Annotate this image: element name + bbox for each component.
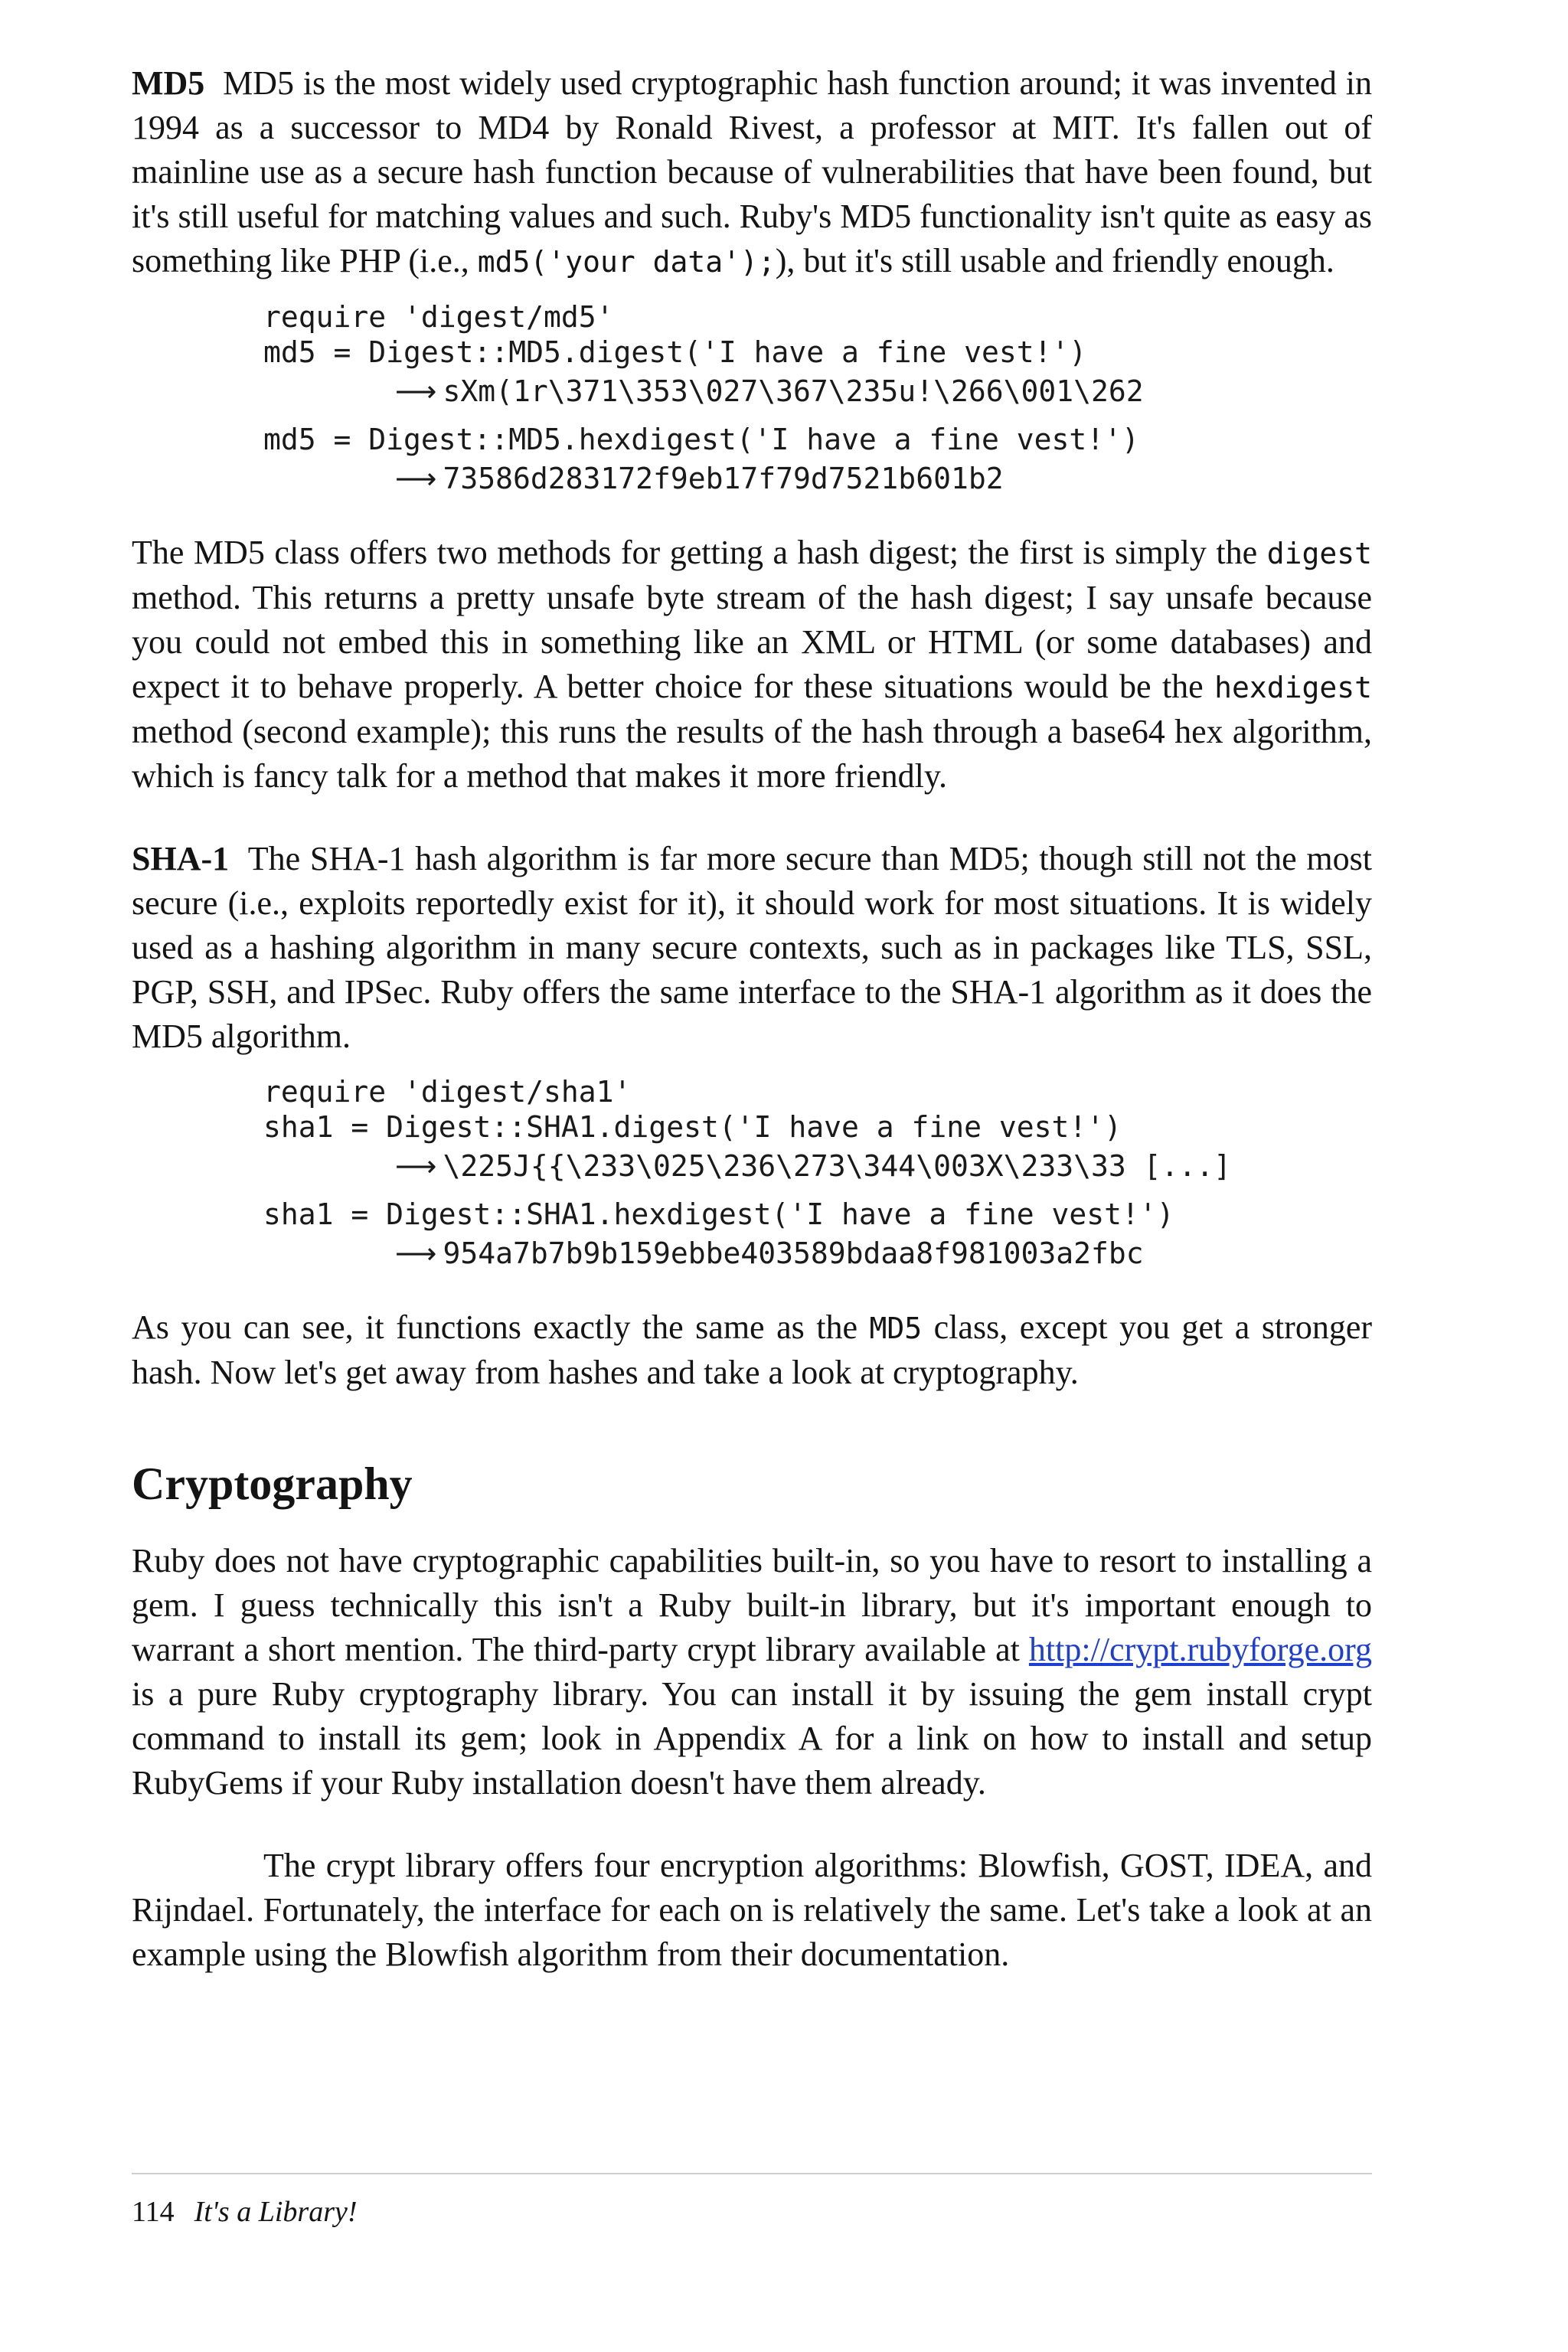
md5-lead-term: MD5 — [132, 64, 205, 102]
code-result — [263, 370, 1372, 413]
crypt-library-paragraph: The crypt library offers four encryption algorithms: Blowfish, GOST, IDEA, and Rijndael. Fortunately, the interface for each on is relatively the same. Let's take a look at an example using the Blowfish algorithm from their documentation. — [132, 1847, 1372, 1973]
md5-text-part: MD5 is the most widely used cryptographic hash function around; it was invented in 1994 as a successor to MD4 by Ronald Rivest, a professor at MIT. It's fallen out of mainline use as a secure hash function because of vulnerabilities that have been found, but it's still useful for matching values and such. Ruby's MD5 functionality isn't quite as easy as something like PHP (i.e., — [132, 64, 1373, 279]
result-arrow-icon: ⟶ — [395, 1236, 437, 1270]
cryptography-heading: Cryptography — [132, 1459, 413, 1509]
hexdigest-inline-code: hexdigest — [1214, 671, 1372, 704]
code-line: require 'digest/sha1' — [263, 1075, 632, 1109]
sha1-paragraph — [132, 837, 1372, 1059]
result-arrow-icon: ⟶ — [395, 462, 437, 495]
md5-methods-paragraph — [132, 531, 1372, 799]
chapter-title: It's a Library! — [194, 2196, 358, 2228]
sha1-text: The SHA-1 hash algorithm is far more secure than MD5; though still not the most secure (i.e., exploits reportedly exist for it), it should work for most situations. It is widely used as a hashing algorithm in many secure contexts, such as in packages like TLS, SSL, PGP, SSH, and IPSec. Ruby offers the same interface to the SHA-1 algorithm as it does the MD5 algorithm. — [132, 840, 1372, 1055]
result-arrow-icon: ⟶ — [395, 1149, 437, 1183]
code-result — [263, 1232, 1372, 1275]
text-part: method (second example); this runs the results of the hash through a base64 hex algorithm, which is fancy talk for a method that makes it more friendly. — [132, 713, 1372, 795]
result-value: sXm(1r\371\353\027\367\235u!\266\001\262 — [443, 374, 1144, 408]
md5-paragraph — [132, 61, 1372, 284]
result-value: 954a7b7b9b159ebbe403589bdaa8f981003a2fbc — [443, 1236, 1144, 1270]
page-footer — [132, 2173, 1372, 2230]
sha1-summary-paragraph — [132, 1305, 1372, 1395]
page-content — [132, 61, 1372, 1977]
code-line: md5 = Digest::MD5.hexdigest('I have a fine vest!') — [263, 423, 1139, 456]
digest-inline-code: digest — [1266, 537, 1372, 570]
crypt-rubyforge-link[interactable]: http://crypt.rubyforge.org — [1028, 1631, 1372, 1668]
sha1-lead-term: SHA-1 — [132, 840, 230, 877]
result-arrow-icon: ⟶ — [395, 374, 437, 408]
code-line: require 'digest/md5' — [263, 300, 614, 334]
cryptography-paragraph — [132, 1539, 1372, 1805]
code-result — [263, 1145, 1372, 1187]
text-part: class, except you get a stronger hash. Now let's get away from hashes and take a look at cryptography. — [132, 1308, 1372, 1391]
text-part: As you can see, it functions exactly the same as the — [132, 1308, 870, 1346]
result-value: \225J{{\233\025\236\273\344\003X\233\33 [...] — [443, 1149, 1231, 1183]
text-part: is a pure Ruby cryptography library. You can install it by issuing the gem install crypt command to install its gem; look in Appendix A for a link on how to install and setup RubyGems if your Ruby installation doesn't have them already. — [132, 1675, 1372, 1802]
page-number: 114 — [132, 2196, 175, 2228]
code-line: md5 = Digest::MD5.digest('I have a fine vest!') — [263, 335, 1087, 369]
md5-code-block — [263, 299, 1372, 500]
md5-text-part: ), but it's still usable and friendly enough. — [775, 242, 1334, 279]
sha1-code-block — [263, 1074, 1372, 1275]
code-result — [263, 457, 1372, 500]
text-part: The MD5 class offers two methods for getting a hash digest; the first is simply the — [132, 534, 1267, 571]
md5-class-inline-code: MD5 — [869, 1312, 923, 1345]
result-value: 73586d283172f9eb17f79d7521b601b2 — [443, 462, 1004, 495]
code-line: sha1 = Digest::SHA1.digest('I have a fine vest!') — [263, 1110, 1122, 1144]
md5-inline-code: md5('your data'); — [477, 245, 776, 279]
code-line: sha1 = Digest::SHA1.hexdigest('I have a fine vest!') — [263, 1197, 1174, 1231]
footer-text — [132, 2194, 1372, 2230]
text-part: method. This returns a pretty unsafe byte stream of the hash digest; I say unsafe because you could not embed this in something like an XML or HTML (or some databases) and expect it to behave properly. A better choice for these situations would be the — [132, 579, 1372, 705]
text-part: Ruby does not have cryptographic capabilities built-in, so you have to resort to installing a gem. I guess technically this isn't a Ruby built-in library, but it's important enough to warrant a short mention. The third-party crypt library available at — [132, 1542, 1372, 1668]
